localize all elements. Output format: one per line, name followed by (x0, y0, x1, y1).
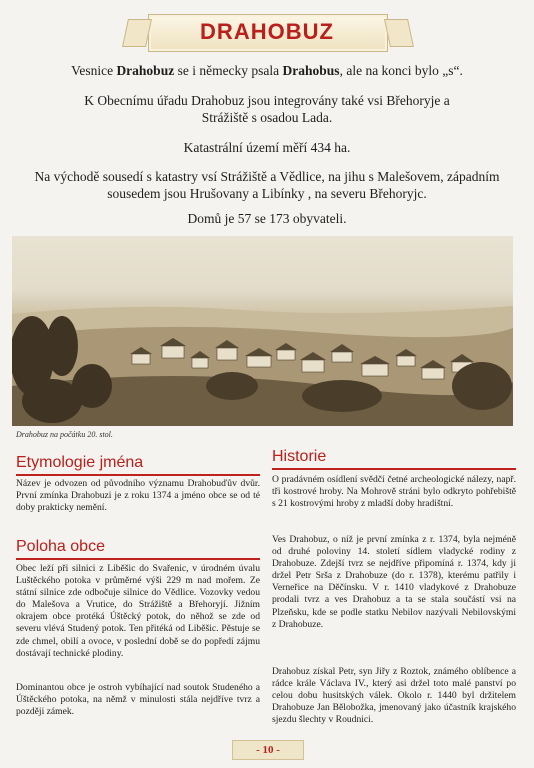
historie-paragraph-2: Ves Drahobuz, o níž je první zmínka z r. 1374, byla nejméně od druhé poloviny 14. století sídlem vladycké rodiny z Drahobuze. Zdejší tvrz se nejdříve připomíná r. 1374, kdy ji držel Petr Srša z Drahobuze (do r. 1378), kterému patřily i Verneřice na Děčínsku. V r. 1410 vladykové z Drahobuze prodali tvrz a ves Drahobuz a ta se stala součástí vsi na Plzeňsku, kde se podle statku Nebilov nazývali Nebilovskými z Drahobuze. (272, 534, 516, 630)
intro-line-3: Katastrální území měří 434 ha. (183, 140, 351, 155)
etymologie-text: Název je odvozen od původního významu Drahobuďův dvůr. První zmínka Drahobuzi je z roku 1374 a jméno obce se od té doby prakticky nemění. (16, 478, 260, 514)
intro-bold: Drahobuz (116, 63, 175, 78)
historie-paragraph-1: O pradávném osídlení svědčí četné archeologické nálezy, např. tři kostrové hroby. Na Mohrově stráni bylo odkryto pohřebiště s 21 kostrovými hroby z mladší doby hradištní. (272, 474, 516, 510)
etymologie-rule (16, 474, 260, 476)
photo-caption: Drahobuz na počátku 20. stol. (16, 430, 113, 439)
page-number: - 10 - (232, 740, 304, 760)
page-title: DRAHOBUZ (200, 19, 334, 44)
intro-text: Vesnice (71, 63, 117, 78)
historie-rule (272, 468, 516, 470)
intro-line-2: K Obecnímu úřadu Drahobuz jsou integrovány také vsi Břehoryje a Strážiště s osadou Lada. (84, 93, 450, 125)
historie-heading: Historie (272, 448, 327, 465)
intro-text: , ale na konci bylo „s“. (339, 63, 463, 78)
historie-paragraph-3: Drahobuz získal Petr, syn Jiřy z Roztok, známého oblíbence a rádce krále Václava IV., který asi držel toto malé panství po celou dobu husitských válek. Okolo r. 1440 byl držitelem Drahobuze Jan Bělobožka, jmenovaný jako účastník krajského sjezdu šlechty v Roudnici. (272, 666, 516, 726)
intro-line-5: Domů je 57 se 173 obyvateli. (187, 211, 347, 226)
poloha-rule (16, 558, 260, 560)
intro-text: se i německy psala (174, 63, 283, 78)
intro-line-1 (14, 62, 520, 79)
poloha-paragraph-1: Obec leží při silnici z Liběšic do Svařenic, v úrodném úvalu Luštěckého potoka v průměrné výši 229 m nad mořem. Ze státní silnice zde odbočuje silnice do Vědlice. Vozovky vedou do Malešova a Vrutice, do Strážiště a Břehoryjí. Jižním okrajem obce protéká Úštěcký potok, do něhož se zde od severu vlévá Studený potok. Ten přitéká od Liběšic. Pěstuje se zde chmel, obilí a ovoce, v poslední době se do popředí zájmu dostávají technické plodiny. (16, 563, 260, 659)
etymologie-heading: Etymologie jména (16, 454, 144, 471)
poloha-heading: Poloha obce (16, 538, 105, 555)
intro-line-4: Na východě sousedí s katastry vsí Strážiště a Vědlice, na jihu s Malešovem, západním sousedem jsou Hrušovany a Libínky , na severu Břehoryjc. (34, 169, 500, 201)
village-photo-illustration (12, 236, 513, 426)
title-banner (0, 14, 534, 54)
intro-bold: Drahobus (282, 63, 340, 78)
poloha-paragraph-2: Dominantou obce je ostroh vybíhající nad soutok Studeného a Úštěckého potoka, na němž v minulosti stála nejdříve tvrz a později zámek. (16, 682, 260, 718)
village-photo (12, 236, 513, 426)
